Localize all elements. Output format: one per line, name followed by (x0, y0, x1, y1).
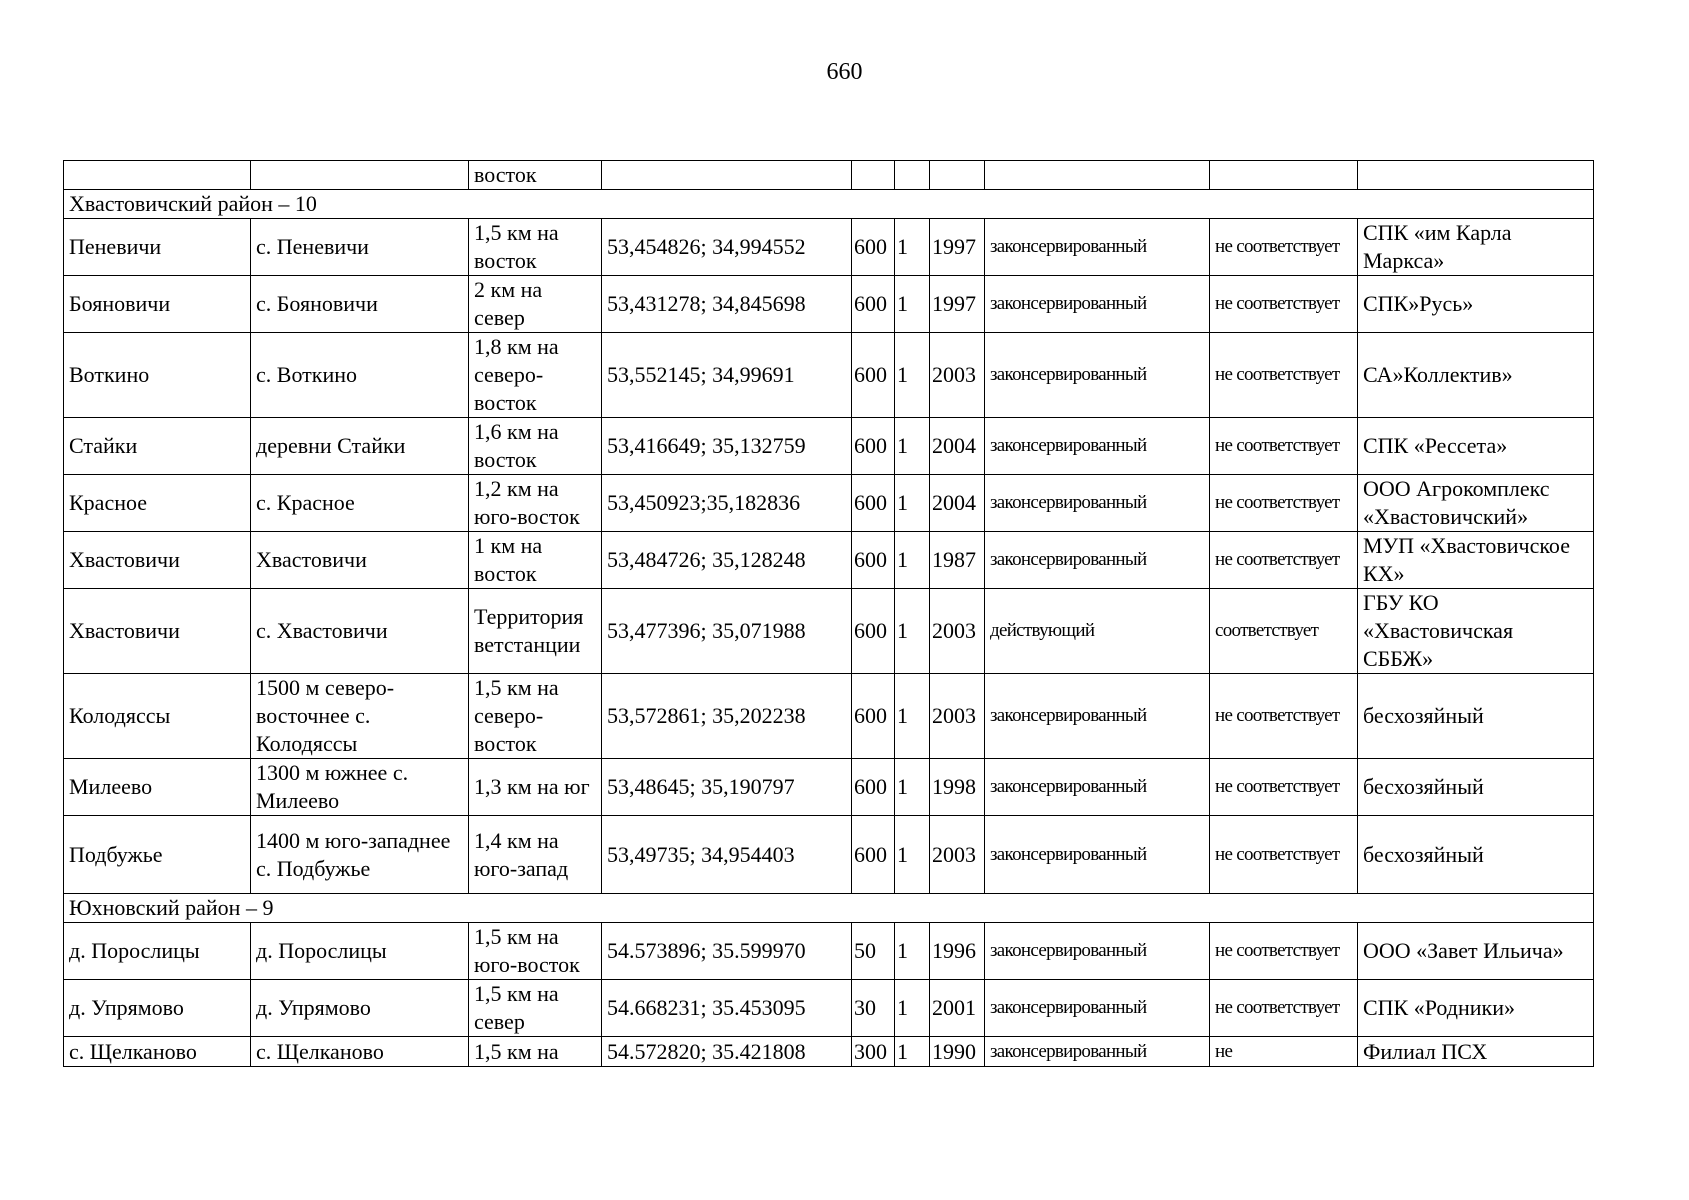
cell-count: 1 (895, 333, 930, 418)
cell-status: законсервированный (985, 475, 1210, 532)
cell-owner: бесхозяйный (1358, 759, 1594, 816)
cell-compliance: соответствует (1210, 589, 1358, 674)
cell-status: законсервированный (985, 532, 1210, 589)
cell-compliance: не соответствует (1210, 333, 1358, 418)
cell-area: 600 (852, 759, 895, 816)
cell-count: 1 (895, 589, 930, 674)
cell-count (895, 161, 930, 190)
cell-owner: СА»Коллектив» (1358, 333, 1594, 418)
cell-site-name: Бояновичи (64, 276, 251, 333)
cell-year: 1996 (930, 923, 985, 980)
cell-site-name: с. Щелканово (64, 1037, 251, 1067)
cell-count: 1 (895, 276, 930, 333)
cell-location: д. Порослицы (251, 923, 469, 980)
page-number: 660 (826, 59, 863, 85)
district-header-row (64, 894, 1594, 923)
cell-count: 1 (895, 980, 930, 1037)
cell-status: законсервированный (985, 923, 1210, 980)
cell-status: законсервированный (985, 759, 1210, 816)
cell-direction: восток (469, 161, 602, 190)
district-title: Юхновский район – 9 (64, 894, 1594, 923)
district-title: Хвастовичский район – 10 (64, 190, 1594, 219)
cell-location: 1500 м северо-восточнее с. Колодяссы (251, 674, 469, 759)
cell-owner: МУП «Хвастовичское КХ» (1358, 532, 1594, 589)
cell-compliance: не соответствует (1210, 759, 1358, 816)
table-row (64, 923, 1594, 980)
cell-status: законсервированный (985, 980, 1210, 1037)
cell-year: 2003 (930, 589, 985, 674)
cell-area: 600 (852, 816, 895, 894)
cell-coordinates: 53,49735; 34,954403 (602, 816, 852, 894)
cell-year: 1987 (930, 532, 985, 589)
cell-area: 600 (852, 418, 895, 475)
table-row (64, 219, 1594, 276)
cell-compliance: не соответствует (1210, 532, 1358, 589)
table-body (64, 161, 1594, 1067)
cell-direction: 1,5 км на север (469, 980, 602, 1037)
cell-area: 600 (852, 276, 895, 333)
cell-compliance: не соответствует (1210, 816, 1358, 894)
cell-owner: СПК»Русь» (1358, 276, 1594, 333)
cell-area: 600 (852, 475, 895, 532)
cell-coordinates: 53,552145; 34,99691 (602, 333, 852, 418)
cell-location (251, 161, 469, 190)
cell-area: 600 (852, 219, 895, 276)
cell-year: 2004 (930, 475, 985, 532)
table-row (64, 276, 1594, 333)
cell-owner: ГБУ КО «Хвастовичская СББЖ» (1358, 589, 1594, 674)
cell-direction: 1,8 км на северо-восток (469, 333, 602, 418)
cell-direction: 2 км на север (469, 276, 602, 333)
cell-site-name: Хвастовичи (64, 589, 251, 674)
cell-site-name: Красное (64, 475, 251, 532)
cell-count: 1 (895, 923, 930, 980)
cell-coordinates: 54.668231; 35.453095 (602, 980, 852, 1037)
cell-coordinates: 53,484726; 35,128248 (602, 532, 852, 589)
continuation-row (64, 161, 1594, 190)
cell-year: 1990 (930, 1037, 985, 1067)
cell-location: с. Бояновичи (251, 276, 469, 333)
cell-year: 2001 (930, 980, 985, 1037)
cell-coordinates: 53,477396; 35,071988 (602, 589, 852, 674)
cell-site-name: Пеневичи (64, 219, 251, 276)
cell-year: 1997 (930, 276, 985, 333)
cell-site-name: Милеево (64, 759, 251, 816)
cell-compliance (1210, 161, 1358, 190)
cell-owner: ООО «Завет Ильича» (1358, 923, 1594, 980)
cell-direction: 1,5 км на юго-восток (469, 923, 602, 980)
cell-count: 1 (895, 1037, 930, 1067)
cell-compliance: не соответствует (1210, 475, 1358, 532)
table-row (64, 816, 1594, 894)
cell-status: законсервированный (985, 276, 1210, 333)
cell-area: 600 (852, 674, 895, 759)
cell-count: 1 (895, 219, 930, 276)
cell-owner: бесхозяйный (1358, 816, 1594, 894)
cell-area: 300 (852, 1037, 895, 1067)
table-row (64, 418, 1594, 475)
cell-coordinates: 53,572861; 35,202238 (602, 674, 852, 759)
table-row (64, 980, 1594, 1037)
cell-status: законсервированный (985, 333, 1210, 418)
cell-direction: 1,3 км на юг (469, 759, 602, 816)
cell-coordinates: 53,450923;35,182836 (602, 475, 852, 532)
cell-year (930, 161, 985, 190)
cell-coordinates: 54.573896; 35.599970 (602, 923, 852, 980)
cell-site-name: Подбужье (64, 816, 251, 894)
cell-area: 600 (852, 589, 895, 674)
cell-direction: 1 км на восток (469, 532, 602, 589)
cell-count: 1 (895, 475, 930, 532)
cell-status: законсервированный (985, 418, 1210, 475)
cell-owner: СПК «им Карла Маркса» (1358, 219, 1594, 276)
cell-direction: Территория ветстанции (469, 589, 602, 674)
cell-coordinates: 53,431278; 34,845698 (602, 276, 852, 333)
table-row (64, 674, 1594, 759)
cell-count: 1 (895, 759, 930, 816)
cell-location: с. Хвастовичи (251, 589, 469, 674)
cell-site-name: д. Упрямово (64, 980, 251, 1037)
cell-count: 1 (895, 418, 930, 475)
cell-direction: 1,5 км на (469, 1037, 602, 1067)
cell-year: 2003 (930, 333, 985, 418)
cell-site-name: Стайки (64, 418, 251, 475)
cell-area: 50 (852, 923, 895, 980)
cell-compliance: не соответствует (1210, 923, 1358, 980)
cell-status: законсервированный (985, 1037, 1210, 1067)
cell-year: 2003 (930, 816, 985, 894)
cell-compliance: не соответствует (1210, 980, 1358, 1037)
cell-direction: 1,5 км на северо-восток (469, 674, 602, 759)
table-row (64, 475, 1594, 532)
cell-direction: 1,6 км на восток (469, 418, 602, 475)
cell-owner: СПК «Рессета» (1358, 418, 1594, 475)
cell-area (852, 161, 895, 190)
cell-area: 30 (852, 980, 895, 1037)
cell-owner: ООО Агрокомплекс «Хвастовичский» (1358, 475, 1594, 532)
cell-compliance: не (1210, 1037, 1358, 1067)
cell-status: законсервированный (985, 816, 1210, 894)
cell-owner: СПК «Родники» (1358, 980, 1594, 1037)
cell-direction: 1,5 км на восток (469, 219, 602, 276)
cell-site-name: д. Порослицы (64, 923, 251, 980)
cell-compliance: не соответствует (1210, 219, 1358, 276)
cell-location: д. Упрямово (251, 980, 469, 1037)
burial-sites-table (63, 160, 1594, 1067)
cell-location: с. Пеневичи (251, 219, 469, 276)
cell-site-name: Колодяссы (64, 674, 251, 759)
cell-year: 1997 (930, 219, 985, 276)
cell-site-name: Хвастовичи (64, 532, 251, 589)
cell-compliance: не соответствует (1210, 674, 1358, 759)
cell-coordinates: 54.572820; 35.421808 (602, 1037, 852, 1067)
cell-coordinates: 53,48645; 35,190797 (602, 759, 852, 816)
cell-coordinates: 53,454826; 34,994552 (602, 219, 852, 276)
cell-year: 2004 (930, 418, 985, 475)
cell-status (985, 161, 1210, 190)
table-row (64, 1037, 1594, 1067)
table-row (64, 333, 1594, 418)
cell-location: 1400 м юго-западнее с. Подбужье (251, 816, 469, 894)
district-header-row (64, 190, 1594, 219)
cell-location: Хвастовичи (251, 532, 469, 589)
cell-owner: бесхозяйный (1358, 674, 1594, 759)
cell-site-name (64, 161, 251, 190)
cell-count: 1 (895, 674, 930, 759)
cell-location: с. Красное (251, 475, 469, 532)
cell-site-name: Воткино (64, 333, 251, 418)
cell-owner (1358, 161, 1594, 190)
cell-area: 600 (852, 333, 895, 418)
cell-location: 1300 м южнее с. Милеево (251, 759, 469, 816)
cell-compliance: не соответствует (1210, 276, 1358, 333)
cell-year: 2003 (930, 674, 985, 759)
cell-year: 1998 (930, 759, 985, 816)
cell-location: с. Воткино (251, 333, 469, 418)
cell-status: законсервированный (985, 674, 1210, 759)
cell-direction: 1,4 км на юго-запад (469, 816, 602, 894)
cell-location: деревни Стайки (251, 418, 469, 475)
cell-count: 1 (895, 532, 930, 589)
cell-compliance: не соответствует (1210, 418, 1358, 475)
cell-count: 1 (895, 816, 930, 894)
cell-location: с. Щелканово (251, 1037, 469, 1067)
cell-coordinates: 53,416649; 35,132759 (602, 418, 852, 475)
cell-coordinates (602, 161, 852, 190)
table-row (64, 532, 1594, 589)
table-row (64, 589, 1594, 674)
table-row (64, 759, 1594, 816)
cell-area: 600 (852, 532, 895, 589)
cell-status: законсервированный (985, 219, 1210, 276)
cell-direction: 1,2 км на юго-восток (469, 475, 602, 532)
cell-owner: Филиал ПСХ (1358, 1037, 1594, 1067)
cell-status: действующий (985, 589, 1210, 674)
